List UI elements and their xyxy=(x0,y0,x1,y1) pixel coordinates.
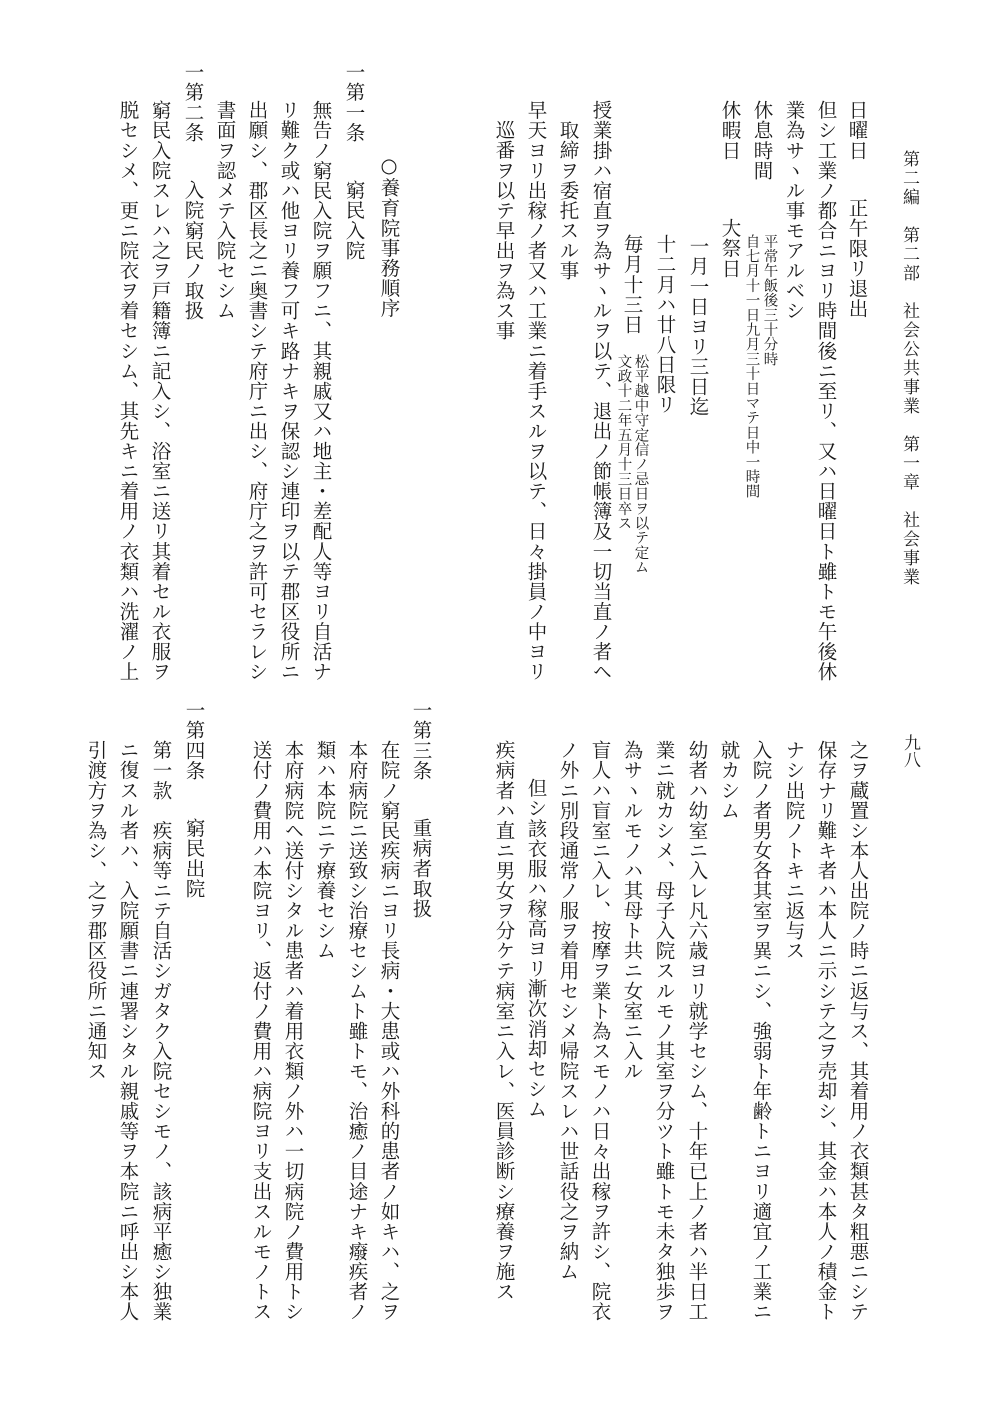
rest-time-label: 休息時間 xyxy=(750,100,774,181)
text-line: 幼者ハ幼室ニ入レ凡六歳ヨリ就学セシム、十年已上ノ者ハ半日工 xyxy=(685,740,709,1322)
text-line: 本府病院ヘ送付シタル患者ハ着用衣類ノ外ハ一切病院ノ費用トシ xyxy=(281,740,305,1322)
text-line: 保存ナリ難キ者ハ本人ニ示シテ之ヲ売却シ、其金ハ本人ノ積金ト xyxy=(814,740,838,1322)
text-line: 第一款 疾病等ニテ自活シガタク入院セシモノ、該病平癒シ独業 xyxy=(149,740,173,1322)
text-line: 無告ノ窮民入院ヲ願フニ、其親戚又ハ地主・差配人等ヨリ自活ナ xyxy=(309,100,333,682)
text-line: 本府病院ニ送致シ治療セシムト雖トモ、治癒ノ目途ナキ癈疾者ノ xyxy=(345,740,369,1322)
text-line: 但シ該衣服ハ稼高ヨリ漸次消却セシム xyxy=(524,778,548,1119)
running-header: 第二編 第二部 社会公共事業 第一章 社会事業 xyxy=(899,150,919,587)
memorial-note: 文政十二年五月十三日卒ス xyxy=(615,354,632,531)
text-line: 窮民入院スレハ之ヲ戸籍簿ニ記入シ、浴室ニ送リ其着セル衣服ヲ xyxy=(148,100,172,682)
holidays-label: 休暇日 xyxy=(718,100,742,161)
text-line: 但シ工業ノ都合ニヨリ時間後ニ至リ、又ハ日曜日ト雖トモ午後休 xyxy=(814,100,838,682)
text-line: 業為サヽル事モアルベシ xyxy=(782,100,806,321)
rest-time-note: 平常午飯後三十分時 xyxy=(761,234,778,367)
text-line: 為サヽルモノハ其母ト共ニ女室ニ入ル xyxy=(620,740,644,1081)
line-article-4 xyxy=(184,700,204,898)
text-line: 早天ヨリ出稼ノ者又ハ工業ニ着手スルヲ以テ、日々掛員ノ中ヨリ xyxy=(524,100,548,682)
article-4-title: 窮民出院 xyxy=(182,818,206,899)
text-line: 巡番ヲ以テ早出ヲ為ス事 xyxy=(492,120,516,341)
text-line: 疾病者ハ直ニ男女ヲ分ケテ病室ニ入レ、医員診断シ療養ヲ施ス xyxy=(492,740,516,1302)
text-line: 毎月十三日 xyxy=(620,234,644,335)
text-line: 送付ノ費用ハ本院ヨリ、返付ノ費用ハ病院ヨリ支出スルモノトス xyxy=(249,740,273,1322)
text-line: 在院ノ窮民疾病ニヨリ長病・大患或ハ外科的患者ノ如キハ、之ヲ xyxy=(377,740,401,1322)
sunday-label: 日曜日 xyxy=(845,100,869,161)
article-4-heading: 一第四条 xyxy=(182,700,206,781)
text-line: 入院ノ者男女各其室ヲ異ニシ、強弱ト年齢トニヨリ適宜ノ工業ニ xyxy=(749,740,773,1322)
text-line: 出願シ、郡区長之ニ奥書シテ府庁ニ出シ、府庁之ヲ許可セラレシ xyxy=(245,100,269,682)
holidays-grand-festival: 大祭日 xyxy=(718,218,742,279)
text-line: 授業掛ハ宿直ヲ為サヽルヲ以テ、退出ノ節帳簿及一切当直ノ者ヘ xyxy=(589,100,613,682)
line-article-3 xyxy=(411,700,431,918)
text-line: 之ヲ蔵置シ本人出院ノ時ニ返与ス、其着用ノ衣類甚タ粗悪ニシテ xyxy=(846,740,870,1322)
text-line: 一月一日ヨリ三日迄 xyxy=(686,236,710,417)
section-title: ○養育院事務順序 xyxy=(377,154,401,318)
page-number: 九八 xyxy=(900,734,920,768)
text-line: 類ハ本院ニテ療養セシム xyxy=(313,740,337,961)
sunday-rule: 正午限リ退出 xyxy=(845,198,869,319)
article-3-title: 重病者取扱 xyxy=(409,818,433,919)
text-line: リ難ク或ハ他ヨリ養フ可キ路ナキヲ保認シ連印ヲ以テ郡区役所ニ xyxy=(277,100,301,682)
memorial-note: 松平越中守定信ノ忌日ヲ以テ定ム xyxy=(632,354,649,575)
text-line: 引渡方ヲ為シ、之ヲ郡区役所ニ通知ス xyxy=(84,740,108,1081)
text-line: 業ニ就カシメ、母子入院スルモノ其室ヲ分ツト雖トモ未タ独歩ヲ xyxy=(652,740,676,1322)
text-line: 書面ヲ認メテ入院セシム xyxy=(213,100,237,321)
text-line: 就カシム xyxy=(717,740,741,821)
text-line: 取締ヲ委托スル事 xyxy=(556,120,580,281)
line-sunday xyxy=(847,100,867,318)
text-line: ニ復スル者ハ、入院願書ニ連署シタル親戚等ヲ本院ニ呼出シ本人 xyxy=(116,740,140,1322)
line-article-2 xyxy=(183,62,203,321)
article-2-heading: 一第二条 xyxy=(181,62,205,143)
rest-time-note: 自七月十一日九月三十日マテ日中一時間 xyxy=(743,234,760,499)
line-holidays xyxy=(720,100,740,278)
text-line: ナシ出院ノトキニ返与ス xyxy=(782,740,806,961)
article-1-heading: 一第一条 xyxy=(342,62,366,143)
article-1-title: 窮民入院 xyxy=(342,180,366,261)
article-2-title: 入院窮民ノ取扱 xyxy=(181,180,205,321)
text-line: 盲人ハ盲室ニ入レ、按摩ヲ業ト為スモノハ日々出稼ヲ許シ、院衣 xyxy=(588,740,612,1322)
article-3-heading: 一第三条 xyxy=(409,700,433,781)
text-line: 脱セシメ、更ニ院衣ヲ着セシム、其先キニ着用ノ衣類ハ洗濯ノ上 xyxy=(116,100,140,682)
line-article-1 xyxy=(344,62,364,260)
text-line: 十二月ハ廿八日限リ xyxy=(653,234,677,415)
text-line: ノ外ニ別段通常ノ服ヲ着用セシメ帰院スレハ世話役之ヲ納ム xyxy=(556,740,580,1282)
